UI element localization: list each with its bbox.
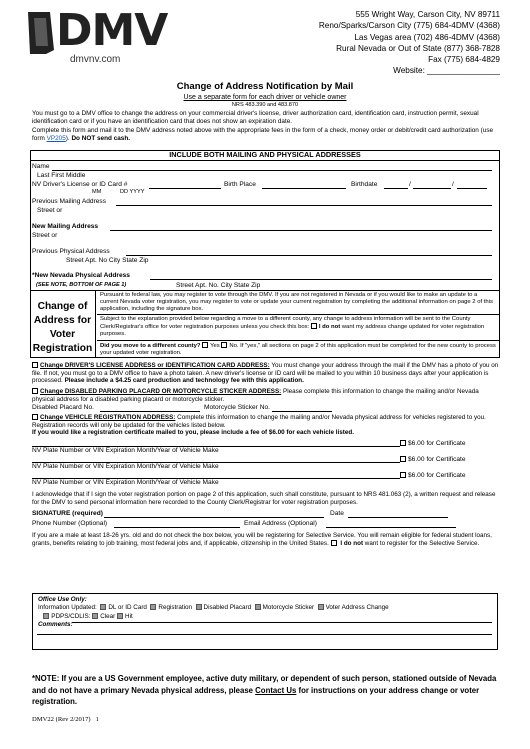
vehicle-3-caption: NV Plate Number or VIN Expiration Month/Year of Vehicle Make (32, 479, 219, 486)
mm-hint: MM (92, 189, 102, 195)
voter-optout-checkbox[interactable] (311, 323, 317, 329)
license-label: NV Driver's License or ID Card # (32, 181, 128, 188)
selective-service-rest: want to register for the Selective Service. (363, 539, 480, 547)
info-updated-row (38, 604, 492, 612)
vehicle-1-caption: NV Plate Number or VIN Expiration Month/Year of Vehicle Make (32, 447, 219, 454)
license-address-checkbox[interactable] (32, 362, 38, 368)
sticker-no-field[interactable] (272, 411, 332, 412)
name-field[interactable] (52, 170, 492, 171)
birthplace-field[interactable] (262, 188, 346, 189)
placard-option: Disabled Placard (203, 604, 252, 612)
signature-label: SIGNATURE (required) (32, 510, 103, 517)
dl-id-checkbox[interactable] (100, 604, 106, 610)
logo-url: dmvnv.com (70, 54, 121, 65)
placard-title: Change DISABLED PARKING PLACARD OR MOTORCYCLE STICKER ADDRESS: (40, 388, 282, 395)
sticker-option: Motorcycle Sticker (262, 604, 315, 612)
license-address-title: Change DRIVER'S LICENSE ADDRESS or IDENTIFICATION CARD ADDRESS: (40, 362, 270, 369)
comments-field[interactable] (72, 622, 492, 623)
signature-field[interactable] (104, 517, 324, 518)
new-physical-field[interactable] (150, 279, 492, 280)
nrs-citation: NRS 483.390 and 483.870 (231, 102, 299, 108)
birthdate-label: Birthdate (351, 181, 378, 188)
date-label: Date (330, 510, 344, 517)
contact-us-link[interactable]: Contact Us (255, 685, 297, 695)
county-move-row (97, 341, 499, 358)
sticker-office-checkbox[interactable] (255, 604, 261, 610)
new-physical-sub: Street Apt. No. City State Zip (176, 282, 261, 289)
phone-field[interactable] (114, 527, 240, 528)
county-move-rest: If "yes," all sections on page 2 of this application must be completed for the new county to process your updated voter registration. (100, 343, 496, 356)
selective-service-bold: I do not (338, 539, 364, 547)
county-move-question: Did you move to a different county? (100, 343, 201, 349)
prev-mailing-field[interactable] (116, 205, 492, 206)
placard-checkbox[interactable] (32, 388, 38, 394)
voter-optout-bold: I do not (318, 324, 341, 330)
placard-no-field[interactable] (100, 411, 200, 412)
voter-optout-text: Subject to the explanation provided below regarding a move to a different county, any change to address information will be sent to the County Clerk/Registrar's office for voter registration purposes unless you check this box: (100, 316, 471, 330)
acknowledgement: I acknowledge that if I sign the voter registration portion on page 2 of this application, such shall constitute, pursuant to NRS 481.063 (2), a written request and release for the DMV to send personal information here recorded to the County Clerk/Registrar for voter registration purposes. (32, 491, 496, 506)
form-number: DMV22 (Rev 2/2017) (32, 716, 91, 723)
county-yes-label: Yes (210, 343, 220, 349)
military-note (32, 673, 500, 708)
vehicle-1-cert-label: $6.00 for Certificate (408, 440, 466, 447)
prev-mailing-label: Previous Mailing Address (32, 198, 107, 205)
hit-option: Hit (125, 612, 133, 620)
nevada-state-icon (26, 10, 56, 56)
form-subtitle: Use a separate form for each driver or vehicle owner (183, 94, 347, 101)
placard-office-checkbox[interactable] (196, 604, 202, 610)
address-box-header: INCLUDE BOTH MAILING AND PHYSICAL ADDRESSES (30, 150, 500, 161)
new-mailing-label: New Mailing Address (32, 223, 99, 230)
date-slash: / (452, 181, 454, 188)
vehicle-registration-title: Change VEHICLE REGISTRATION ADDRESS: (40, 414, 176, 421)
dmv-logo (26, 6, 166, 68)
vehicle-3-cert-label: $6.00 for Certificate (408, 472, 466, 479)
contact-website[interactable]: Website: ________________ (393, 66, 500, 76)
clear-option: Clear (100, 612, 116, 620)
voter-optout-rest: want my address change updated for voter registration purposes. (100, 324, 485, 337)
military-note-rest: for instructions on your address change or voter registration. (32, 685, 480, 706)
prev-physical-label: Previous Physical Address (32, 248, 110, 255)
phone-label: Phone Number (Optional) (32, 520, 108, 527)
contact-rural: Rural Nevada or Out of State (877) 368-7828 (336, 43, 500, 53)
prev-physical-field[interactable] (126, 255, 492, 256)
date-field[interactable] (348, 517, 448, 518)
sticker-no-label: Motorcycle Sticker No. (204, 404, 270, 411)
license-field[interactable] (149, 188, 221, 189)
vehicle-2-caption: NV Plate Number or VIN Expiration Month/Year of Vehicle Make (32, 463, 219, 470)
registration-option: Registration (158, 604, 193, 612)
dl-id-option: DL or ID Card (108, 604, 147, 612)
new-physical-note: (SEE NOTE, BOTTOM OF PAGE 1) (36, 282, 127, 288)
dd-yyyy-hint: DD YYYY (120, 189, 145, 195)
placard-section (32, 388, 500, 403)
prev-mailing-sub: Street or (37, 207, 63, 214)
license-fee-note: Please include a $4.25 card production and technology fee with this application. (64, 377, 304, 385)
intro-mail-text: Complete this form and mail it to the DMV address noted above with the appropriate fees in the form of a check, money order or debit/credit card authorization (use form (32, 127, 494, 143)
name-sublabel: Last First Middle (37, 172, 86, 179)
selective-service (32, 532, 500, 547)
footer (32, 716, 99, 724)
vehicle-3-cert (400, 472, 466, 480)
vehicle-registration-body: Complete this information to change the mailing and/or Nevada physical address for vehicles registered to you. Registration records will only be updated for the vehicles listed below. (32, 414, 486, 429)
office-use-title: Office Use Only: (38, 596, 87, 603)
info-updated-label: Information Updated: (38, 604, 97, 612)
page-number: 1 (95, 716, 99, 723)
contact-address: 555 Wright Way, Carson City, NV 89711 (355, 10, 500, 19)
comments-field-2[interactable] (37, 634, 492, 635)
vehicle-registration-section (32, 414, 500, 437)
vehicle-registration-fee-note: If you would like a registration certificate mailed to you, please include a fee of $6.00 for each vehicle listed. (32, 429, 354, 437)
birthplace-label: Birth Place (224, 181, 256, 188)
prev-physical-sub: Street Apt. No City State Zip (66, 257, 149, 264)
voter-section-label: Change of Address for Voter Registration (30, 290, 96, 358)
county-yes-checkbox[interactable] (202, 342, 208, 348)
vp205-link[interactable]: VP205 (46, 135, 66, 143)
contact-block (319, 9, 500, 77)
email-label: Email Address (Optional) (244, 520, 317, 527)
contact-fax: Fax (775) 684-4829 (428, 55, 500, 65)
placard-body: Please complete this information to change the mailing and/or Nevada physical address for a disabled parking placard or motorcycle sticker. (32, 388, 479, 403)
voter-option: Voter Address Change (325, 604, 389, 612)
pdps-label: PDPS/CDLIS: (51, 612, 91, 620)
date-slash: / (409, 181, 411, 188)
voter-info-row: Pursuant to federal law, you may register to vote through the DMV. If you are not registered in Nevada or if you would like to make an update to a current Nevada voter registration, you may register to vote or update your current registration by completing the additional information on page 2 of this application, including the signature box. (97, 291, 499, 315)
birth-year-field[interactable] (457, 188, 487, 189)
vehicle-1-cert (400, 440, 466, 448)
form-title: Change of Address Notification by Mail (176, 81, 354, 92)
license-address-section (32, 362, 500, 385)
logo-wordmark: DMV (56, 5, 168, 56)
pdps-checkbox[interactable] (43, 613, 49, 619)
military-note-text: *NOTE: If you are a US Government employee, active duty military, or dependent of such person, stationed outside of Nevada and do not have a primary Nevada physical address, please (32, 674, 497, 695)
intro-mail-close: ). (65, 135, 70, 143)
county-no-label: No. (229, 343, 239, 349)
clear-checkbox[interactable] (92, 613, 98, 619)
vehicle-3-cert-checkbox[interactable] (400, 472, 406, 478)
intro-mail-paragraph (32, 127, 500, 143)
comments-label: Comments: (38, 621, 73, 629)
hit-checkbox[interactable] (117, 613, 123, 619)
selective-service-text: If you are a male at least 18-26 yrs. old and do not check the box below, you will be registering for Selective Service. You will remain eligible for federal student loans, grants, benefits relating to job training, most federal jobs and, if applicable, citizenship in the United States. (32, 532, 492, 547)
vehicle-1-cert-checkbox[interactable] (400, 440, 406, 446)
pdps-row (38, 613, 492, 621)
voter-office-checkbox[interactable] (318, 604, 324, 610)
birth-month-field[interactable] (384, 188, 408, 189)
vehicle-2-cert (400, 456, 466, 464)
name-label: Name (32, 163, 50, 170)
vehicle-2-cert-label: $6.00 for Certificate (408, 456, 466, 463)
county-no-checkbox[interactable] (221, 342, 227, 348)
new-physical-label: *New Nevada Physical Address (32, 272, 130, 279)
email-field[interactable] (326, 527, 456, 528)
new-mailing-field[interactable] (110, 230, 492, 231)
birth-day-field[interactable] (413, 188, 451, 189)
vehicle-2-cert-checkbox[interactable] (400, 456, 406, 462)
contact-las-vegas: Las Vegas area (702) 486-4DMV (4368) (354, 32, 500, 42)
registration-checkbox[interactable] (150, 604, 156, 610)
license-address-body: You must change your address through the mail if the DMV has a photo of you on file. If not, you must go to a DMV office to have a photo taken. A new driver's license or ID card will be mailed to you within 10 business days after your application is processed. (32, 362, 499, 385)
no-cash-warning: Do NOT send cash. (71, 135, 131, 143)
voter-optout-row (97, 315, 499, 341)
contact-reno: Reno/Sparks/Carson City (775) 684-4DMV (4368) (318, 21, 500, 31)
placard-no-label: Disabled Placard No. (32, 404, 94, 411)
vehicle-registration-checkbox[interactable] (32, 414, 38, 420)
intro-paragraph: You must go to a DMV office to change the address on your commercial driver's license, driver authorization card, identification card, instruction permit, sexual identification card or if you have an identification card that does not show an expiration date. (32, 110, 479, 126)
new-mailing-sub: Street or (32, 232, 58, 239)
selective-service-checkbox[interactable] (331, 540, 337, 546)
